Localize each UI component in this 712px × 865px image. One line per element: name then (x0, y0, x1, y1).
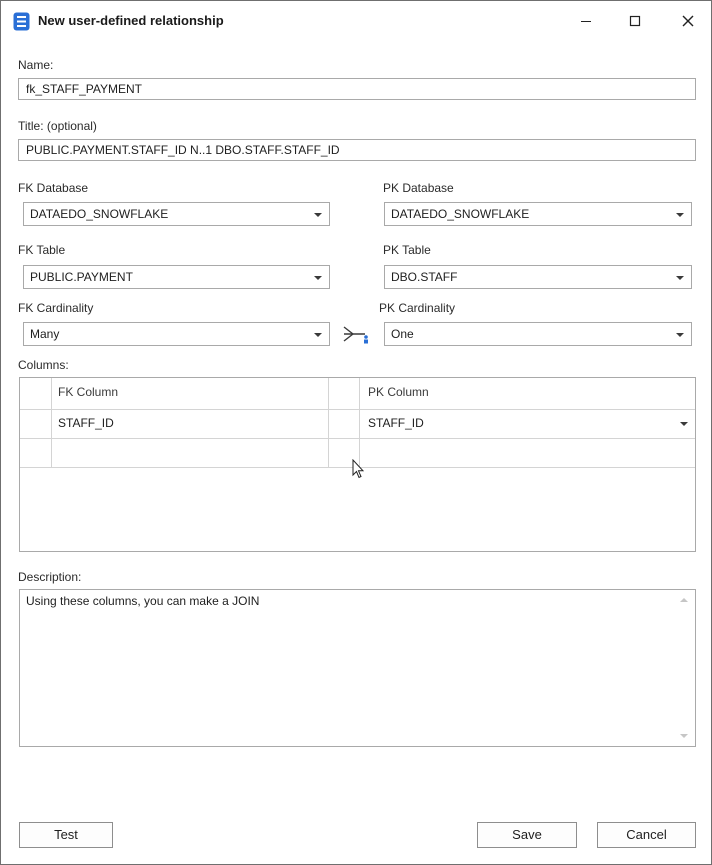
test-button[interactable]: Test (19, 822, 113, 848)
chevron-down-icon (314, 276, 322, 280)
fk-table-label: FK Table (18, 243, 66, 257)
pk-column-header[interactable]: PK Column (368, 385, 429, 399)
scroll-up-icon[interactable] (680, 598, 688, 602)
pk-cardinality-value: One (391, 327, 414, 341)
close-button[interactable] (676, 10, 700, 32)
description-textarea[interactable] (19, 589, 696, 747)
pk-cardinality-select[interactable] (384, 322, 692, 346)
minimize-button[interactable] (574, 10, 598, 32)
chevron-down-icon (676, 333, 684, 337)
save-button[interactable]: Save (477, 822, 577, 848)
cancel-button[interactable]: Cancel (597, 822, 696, 848)
fk-database-value: DATAEDO_SNOWFLAKE (30, 207, 169, 221)
name-field[interactable]: fk_STAFF_PAYMENT (18, 78, 696, 100)
many-to-one-icon (342, 324, 372, 346)
name-label: Name: (18, 58, 54, 72)
description-text: Using these columns, you can make a JOIN (26, 594, 260, 608)
row-indicator-header (20, 378, 52, 409)
pk-column-value: STAFF_ID (368, 416, 424, 430)
chevron-down-icon (314, 213, 322, 217)
columns-label: Columns: (18, 358, 69, 372)
fk-cardinality-label: FK Cardinality (18, 301, 94, 315)
pk-database-label: PK Database (383, 181, 454, 195)
chevron-down-icon (680, 422, 688, 426)
pk-cardinality-label: PK Cardinality (379, 301, 456, 315)
scroll-down-icon[interactable] (680, 734, 688, 738)
chevron-down-icon (676, 276, 684, 280)
title-field[interactable]: PUBLIC.PAYMENT.STAFF_ID N..1 DBO.STAFF.STAFF_ID (18, 139, 696, 161)
database-icon (13, 12, 30, 31)
title-label: Title: (optional) (18, 119, 97, 133)
row-indicator[interactable] (20, 409, 52, 438)
chevron-down-icon (314, 333, 322, 337)
pk-column-cell[interactable] (360, 438, 695, 467)
minimize-icon (580, 15, 592, 27)
fk-table-select[interactable] (23, 265, 330, 289)
pk-table-label: PK Table (383, 243, 431, 257)
pk-table-value: DBO.STAFF (391, 270, 458, 284)
chevron-down-icon (676, 213, 684, 217)
window-title: New user-defined relationship (38, 13, 224, 28)
pk-database-select[interactable] (384, 202, 692, 226)
fk-column-cell[interactable] (52, 438, 329, 467)
fk-database-select[interactable] (23, 202, 330, 226)
fk-table-value: PUBLIC.PAYMENT (30, 270, 133, 284)
maximize-button[interactable] (623, 10, 647, 32)
row-indicator-header (329, 378, 360, 409)
pk-column-cell[interactable] (360, 409, 695, 438)
close-icon (682, 15, 694, 27)
fk-column-cell[interactable]: STAFF_ID (52, 409, 329, 438)
fk-cardinality-select[interactable] (23, 322, 330, 346)
fk-column-header[interactable]: FK Column (52, 378, 329, 409)
table-row[interactable] (20, 409, 695, 439)
fk-database-label: FK Database (18, 181, 89, 195)
pk-table-select[interactable] (384, 265, 692, 289)
maximize-icon (629, 15, 641, 27)
grid-header-row (20, 378, 695, 410)
title-bar[interactable] (1, 1, 711, 41)
fk-cardinality-value: Many (30, 327, 60, 341)
row-indicator[interactable] (329, 409, 360, 438)
pk-database-value: DATAEDO_SNOWFLAKE (391, 207, 530, 221)
description-label: Description: (18, 570, 82, 584)
mouse-cursor-icon (352, 459, 364, 479)
row-indicator[interactable] (20, 438, 52, 467)
